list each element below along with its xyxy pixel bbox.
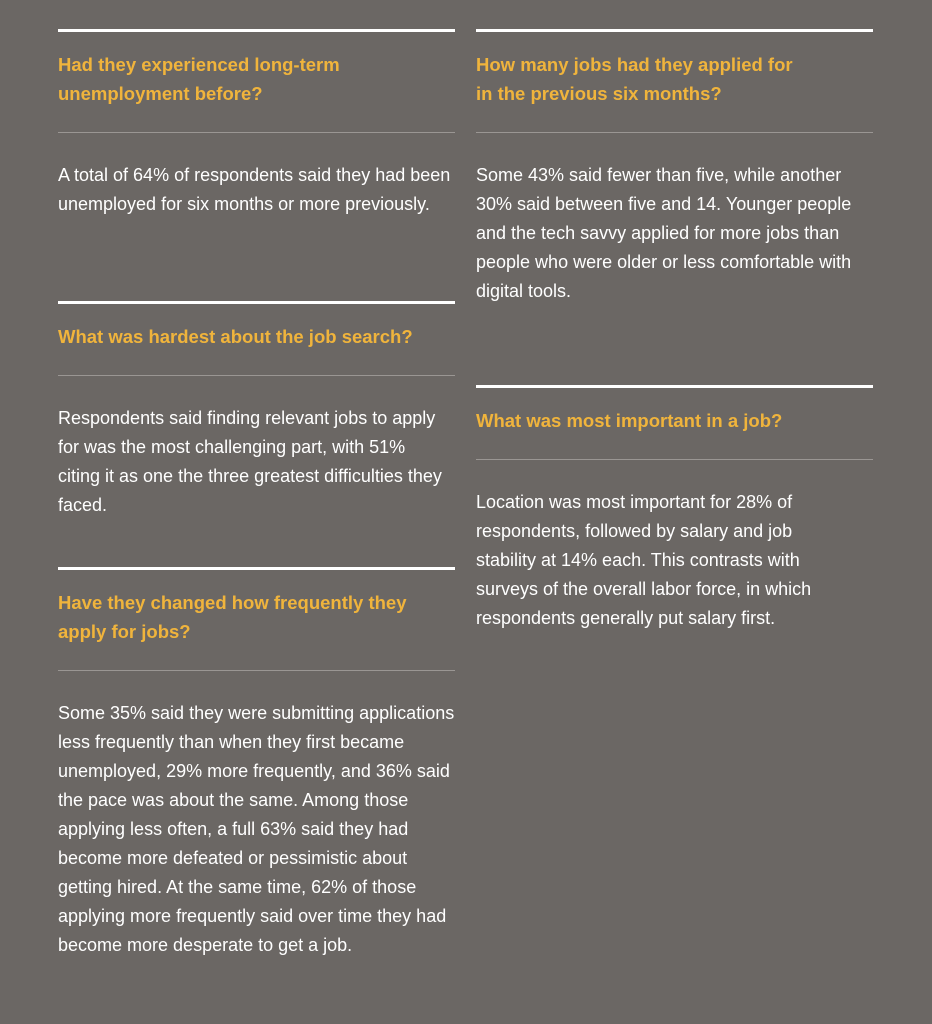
section-hardest-part: [58, 301, 455, 520]
section-divider: [476, 29, 873, 32]
section-divider: [476, 385, 873, 388]
section-heading: Have they changed how frequently they apply for jobs?: [58, 592, 407, 642]
section-divider: [58, 567, 455, 570]
section-heading: Had they experienced long-term unemployment before?: [58, 54, 340, 104]
section-heading: What was most important in a job?: [476, 410, 783, 431]
section-heading: How many jobs had they applied for in the previous six months?: [476, 54, 793, 104]
heading-divider: [476, 459, 873, 460]
heading-divider: [58, 670, 455, 671]
section-body: Some 43% said fewer than five, while another 30% said between five and 14. Younger people and the tech savvy applied for more jobs than people who were older or less comfortable with digital tools.: [476, 165, 852, 301]
section-jobs-applied: [476, 29, 873, 306]
heading-divider: [58, 132, 455, 133]
heading-divider: [58, 375, 455, 376]
section-body: Location was most important for 28% of respondents, followed by salary and job stability at 14% each. This contrasts with surveys of the overall labor force, in which respondents generally put salary first.: [476, 492, 812, 628]
section-long-term-unemployment: [58, 29, 455, 219]
section-body: Some 35% said they were submitting applications less frequently than when they first became unemployed, 29% more frequently, and 36% said the pace was about the same. Among those applying less often, a full 63% said they had become more defeated or pessimistic about getting hired. At the same time, 62% of those applying more frequently said over time they had become more desperate to get a job.: [58, 703, 455, 955]
section-body: A total of 64% of respondents said they had been unemployed for six months or more previously.: [58, 165, 451, 214]
section-application-frequency: [58, 567, 455, 960]
section-body: Respondents said finding relevant jobs to apply for was the most challenging part, with 51% citing it as one the three greatest difficulties they faced.: [58, 408, 442, 515]
section-divider: [58, 301, 455, 304]
section-most-important: [476, 385, 873, 633]
section-heading: What was hardest about the job search?: [58, 326, 413, 347]
heading-divider: [476, 132, 873, 133]
section-divider: [58, 29, 455, 32]
